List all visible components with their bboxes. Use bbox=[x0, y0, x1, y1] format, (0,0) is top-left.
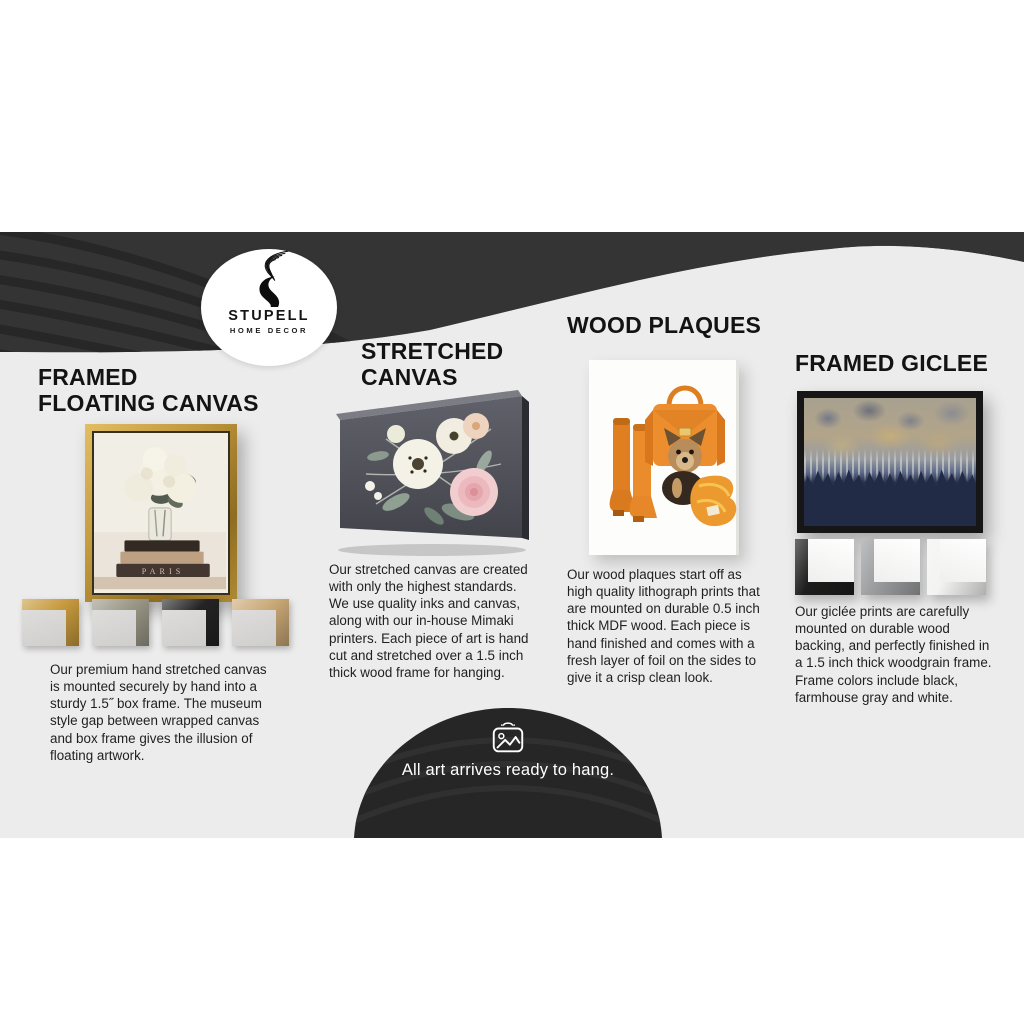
section-body-giclee: Our giclée prints are carefully mounted on durable wood backing, and perfectly finished in a 1.5 inch thick woodgrain frame. Frame colors include black, farmhouse gray and white. bbox=[795, 604, 992, 705]
giclee-swatch-black bbox=[795, 539, 854, 595]
frame-swatch-black bbox=[162, 599, 219, 646]
silk-scarf bbox=[690, 476, 736, 526]
book-title-label: PARIS bbox=[141, 566, 185, 576]
orange-bag-boots-dog-artwork bbox=[589, 360, 739, 555]
giclee-frame-color-swatches bbox=[795, 539, 986, 595]
top-wave-graphic bbox=[0, 0, 1024, 380]
brand-tagline: HOME DECOR bbox=[229, 326, 309, 335]
framed-art-icon bbox=[489, 720, 527, 756]
section-title-wood: WOOD PLAQUES bbox=[567, 312, 762, 338]
stupell-logo bbox=[201, 249, 337, 366]
stretched-canvas-product-image bbox=[326, 384, 538, 560]
frame-swatch-champagne bbox=[232, 599, 289, 646]
giclee-swatch-gray bbox=[861, 539, 920, 595]
section-body-floating: Our premium hand stretched canvas is mounted securely by hand into a sturdy 1.5˝ box frame. The museum style gap between wrapped canvas and box frame gives the illusion of floating artwork. bbox=[50, 662, 267, 763]
brand-name: STUPELL bbox=[228, 308, 310, 324]
frame-swatch-pewter bbox=[92, 599, 149, 646]
floating-frame-color-swatches bbox=[22, 599, 289, 646]
frame-swatch-gold bbox=[22, 599, 79, 646]
section-title-stretched: STRETCHED CANVAS bbox=[361, 338, 504, 390]
ready-to-hang-message: All art arrives ready to hang. bbox=[401, 761, 615, 779]
section-body-stretched: Our stretched canvas are created with only the highest standards. We use quality inks and canvas, along with our in-house Mimaki printers. Each piece of art is hand cut and stretched over a 1.5 inch thick wood frame for hanging. bbox=[329, 562, 529, 680]
section-title-giclee: FRAMED GICLEE bbox=[795, 350, 988, 376]
section-body-wood: Our wood plaques start off as high quality lithograph prints that are mounted on durable 0.5 inch thick MDF wood. Each piece is hand finished and comes with a fresh layer of foil on the sides to give it a crisp clean look. bbox=[567, 567, 760, 685]
abstract-navy-gold-artwork bbox=[804, 398, 976, 526]
section-title-floating: FRAMED FLOATING CANVAS bbox=[38, 364, 259, 416]
hydrangea-books-artwork bbox=[94, 433, 226, 591]
wood-plaque-product-image bbox=[589, 360, 739, 555]
stupell-swoosh-icon bbox=[245, 249, 293, 307]
glass-jar bbox=[149, 508, 171, 540]
framed-giclee-product-image bbox=[797, 391, 983, 533]
giclee-swatch-white bbox=[927, 539, 986, 595]
floating-canvas-product-image bbox=[85, 424, 237, 602]
